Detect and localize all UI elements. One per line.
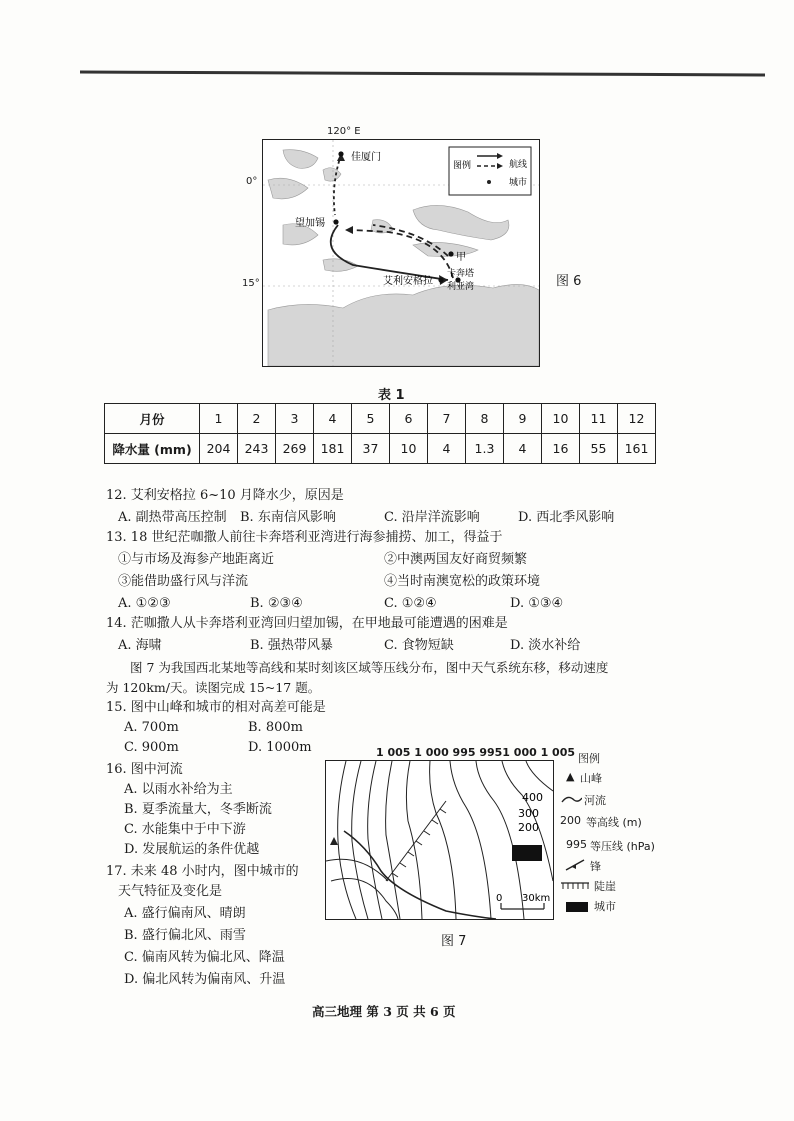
figure-7-svg [326,761,553,919]
city-icon [566,902,588,912]
q16-option-b: B. 夏季流量大，冬季断流 [124,802,272,817]
lat-15-label: 15° [242,278,260,289]
legend-isobar-value: 995 [566,838,587,851]
q13-option-b: B. ②③④ [250,596,303,611]
table-row-months [105,404,656,434]
legend-peak-icon: ▲ [566,770,575,783]
q15-option-b: B. 800m [248,720,303,735]
q14-option-b: B. 强热带风暴 [250,638,333,653]
legend-isobar-label: 等压线 (hPa) [590,840,655,853]
q17-option-c: C. 偏南风转为偏北风、降温 [124,950,285,965]
svg-text:图例: 图例 [453,161,472,171]
q14-option-a: A. 海啸 [118,638,162,653]
header-rule [80,71,765,77]
figure-7-caption: 图 7 [441,934,467,949]
month-cell: 12 [618,404,656,434]
q14-option-c: C. 食物短缺 [384,638,454,653]
q17-option-b: B. 盛行偏北风、雨雪 [124,928,246,943]
q17-option-d: D. 偏北风转为偏南风、升温 [124,972,286,987]
q13-statement-2: ②中澳两国友好商贸频繁 [384,552,528,567]
rainfall-cell: 10 [390,434,428,464]
month-cell: 1 [200,404,238,434]
legend-contour-label: 等高线 (m) [586,816,642,829]
row-label-rainfall: 降水量 (mm) [105,434,200,464]
svg-text:300: 300 [518,807,539,820]
river-icon [560,792,582,806]
front-icon [564,858,586,872]
figure-6-svg [263,140,539,366]
rainfall-cell: 1.3 [466,434,504,464]
q15-option-a: A. 700m [124,720,179,735]
figure-6-map [262,139,540,367]
figure-6-caption: 图 6 [556,274,582,289]
q17-stem-1: 17. 未来 48 小时内，图中城市的 [106,864,299,879]
city-kaben-2: 利亚湾 [447,282,475,292]
q13-option-c: C. ①②④ [384,596,437,611]
month-cell: 7 [428,404,466,434]
rainfall-cell: 269 [276,434,314,464]
contour-lines [326,761,553,919]
page-footer: 高三地理 第 3 页 共 6 页 [312,1004,456,1019]
city-jiali: 佳厦门 [351,152,381,163]
q12-option-d: D. 西北季风影响 [518,510,615,525]
rainfall-cell: 161 [618,434,656,464]
figure-7-map [325,760,554,920]
rainfall-cell: 37 [352,434,390,464]
fig7-intro-line1: 图 7 为我国西北某地等高线和某时刻该区域等压线分布，图中天气系统东移，移动速度 [130,660,609,675]
rainfall-cell: 204 [200,434,238,464]
q12-stem: 12. 艾利安格拉 6~10 月降水少，原因是 [106,488,344,503]
rainfall-cell: 55 [580,434,618,464]
lon-label: 120° E [327,126,361,137]
legend-front-label: 锋 [590,860,601,873]
rainfall-cell: 4 [428,434,466,464]
svg-text:200: 200 [518,821,539,834]
legend-title: 图例 [578,752,600,765]
svg-text:航线: 航线 [509,160,528,170]
rainfall-cell: 16 [542,434,580,464]
q12-option-c: C. 沿岸洋流影响 [384,510,480,525]
city-aili: 艾利安格拉 [383,276,433,287]
lat-0-label: 0° [246,176,258,187]
city-marker [512,845,542,861]
q13-option-a: A. ①②③ [118,596,171,611]
month-cell: 3 [276,404,314,434]
legend-contour-value: 200 [560,814,581,827]
rainfall-cell: 243 [238,434,276,464]
legend-cliff-label: 陡崖 [594,880,616,893]
row-label-month: 月份 [105,404,200,434]
table-row-rainfall [105,434,656,464]
peak-icon [330,837,338,845]
legend-peak-label: 山峰 [580,772,602,785]
q16-option-c: C. 水能集中于中下游 [124,822,246,837]
rainfall-cell: 181 [314,434,352,464]
q13-stem: 13. 18 世纪茫咖撒人前往卡奔塔利亚湾进行海参捕捞、加工，得益于 [106,530,503,545]
isobar-top-labels: 1 005 1 000 995 9951 000 1 005 [376,746,576,759]
month-cell: 11 [580,404,618,434]
scale-km: 30km [522,893,551,904]
city-jia: 甲 [456,252,466,263]
month-cell: 6 [390,404,428,434]
month-cell: 9 [504,404,542,434]
city-kaben-1: 卡奔塔 [447,269,475,279]
q13-statement-3: ③能借助盛行风与洋流 [118,574,249,589]
q13-statement-4: ④当时南澳宽松的政策环境 [384,574,541,589]
q12-option-a: A. 副热带高压控制 [118,510,227,525]
q15-option-d: D. 1000m [248,740,312,755]
figure-7-legend [560,750,710,915]
table-1-title: 表 1 [378,388,405,403]
q16-option-d: D. 发展航运的条件优越 [124,842,260,857]
month-cell: 8 [466,404,504,434]
month-cell: 2 [238,404,276,434]
svg-text:400: 400 [522,791,543,804]
q16-option-a: A. 以雨水补给为主 [124,782,233,797]
q15-option-c: C. 900m [124,740,179,755]
q12-option-b: B. 东南信风影响 [240,510,336,525]
svg-text:城市: 城市 [509,178,528,188]
scale-zero: 0 [496,893,503,904]
q13-statement-1: ①与市场及海参产地距离近 [118,552,275,567]
cliff-marks [386,801,446,881]
q17-option-a: A. 盛行偏南风、晴朗 [124,906,246,921]
q15-stem: 15. 图中山峰和城市的相对高差可能是 [106,700,326,715]
month-cell: 10 [542,404,580,434]
rainfall-cell: 4 [504,434,542,464]
city-wangjiaxi: 望加锡 [295,218,325,229]
q13-option-d: D. ①③④ [510,596,564,611]
q14-stem: 14. 茫咖撒人从卡奔塔利亚湾回归望加锡，在甲地最可能遭遇的困难是 [106,616,508,631]
rainfall-table [104,403,656,464]
legend-river-label: 河流 [584,794,606,807]
q17-stem-2: 天气特征及变化是 [118,884,223,899]
cliff-icon [560,880,590,892]
legend-city-label: 城市 [594,900,616,913]
month-cell: 4 [314,404,352,434]
q16-stem: 16. 图中河流 [106,762,183,777]
month-cell: 5 [352,404,390,434]
q14-option-d: D. 淡水补给 [510,638,581,653]
fig7-intro-line2: 为 120km/天。读图完成 15~17 题。 [106,680,321,695]
figure-6-legend [449,147,531,195]
